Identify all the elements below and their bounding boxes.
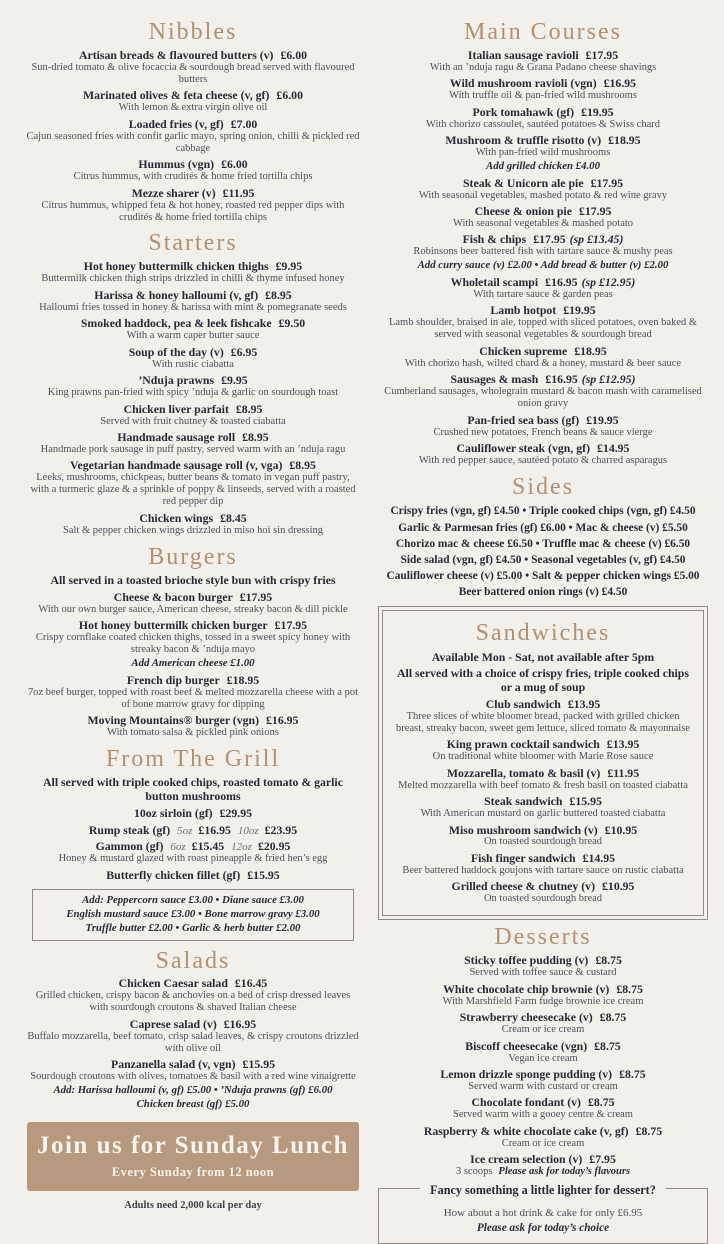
menu-item-price: £15.45 (191, 839, 225, 854)
menu-item-title (26, 118, 360, 131)
sunday-lunch-banner (28, 1123, 358, 1190)
menu-item-name: Pan-fried sea bass (gf) (467, 412, 580, 427)
section-starters (26, 230, 360, 536)
left-column (26, 12, 360, 1244)
lighter-dessert-line: How about a hot drink & cake for only £6.95 (443, 1207, 643, 1220)
menu-item-title (26, 1058, 360, 1071)
menu-item-title (376, 205, 710, 218)
menu-item-desc: Leeks, mushrooms, chickpeas, butter beans & tomato in vegan puff pastry, with a turmeric glaze & a sprinkle of poppy & linseeds, served with a roasted red pepper dip (30, 472, 356, 508)
menu-item-title (376, 1068, 710, 1081)
menu-item-addon: Add American cheese £1.00 (131, 657, 255, 670)
menu-item-name: Handmade sausage roll (117, 430, 236, 444)
section-title-desserts: Desserts (494, 924, 592, 951)
right-column-sections (376, 19, 710, 1178)
menu-item-price: £10.95 (602, 879, 635, 894)
menu-item-price: £6.00 (276, 88, 303, 103)
menu-item-desc: With lemon & extra virgin olive oil (118, 102, 268, 114)
menu-item-name: Smoked haddock, pea & leek fishcake (80, 316, 272, 331)
menu-item-desc: Halloumi fries tossed in honey & harissa with mint & pomegranate seeds (39, 301, 347, 313)
section-note: All served with a choice of crispy fries, triple cooked chips or a mug of soup (397, 665, 689, 695)
menu-item-desc: Handmade pork sausage in puff pastry, served warm with an ’nduja ragu (40, 443, 346, 455)
menu-item-name: Club sandwich (485, 696, 561, 711)
menu-item-title (26, 807, 360, 820)
menu-item-title (376, 106, 710, 119)
section-title-burgers: Burgers (148, 543, 238, 570)
menu-item-price: £7.95 (589, 1152, 616, 1167)
menu-item-price: £8.75 (595, 953, 622, 968)
menu-item-name: Gammon (gf) (95, 839, 164, 854)
menu-item-title (376, 233, 710, 246)
menu-item-title (376, 77, 710, 90)
menu-item-desc: With a warm caper butter sauce (126, 330, 260, 342)
section-title-from-the-grill: From The Grill (105, 745, 281, 772)
menu-item-price: £17.95 (274, 618, 308, 633)
menu-item-title (26, 158, 360, 171)
menu-item-desc: Buffalo mozzarella, beef tomato, crisp salad leaves, & crispy croutons drizzled with olive oil (27, 1030, 359, 1054)
menu-item-name: Strawberry cheesecake (v) (459, 1010, 593, 1025)
menu-item-title (26, 512, 360, 525)
menu-item-desc: Vegan ice cream (508, 1052, 578, 1064)
menu-item-desc: Crispy cornflake coated chicken thighs, tossed in a sweet spicy honey with streaky bacon & ’nduja mayo (35, 632, 351, 656)
banner-subtitle: Every Sunday from 12 noon (111, 1164, 275, 1179)
menu-item-name: Cheese & onion pie (474, 204, 572, 219)
menu-item-price: £15.95 (247, 867, 280, 882)
menu-item-addon: Add grilled chicken £4.00 (486, 160, 600, 173)
menu-item-title (26, 374, 360, 387)
menu-item-desc: On toasted sourdough bread (483, 836, 603, 848)
menu-item-desc: Cumberland sausages, wholegrain mustard & bacon mash with caramelised onion gravy (384, 386, 702, 410)
menu-item-name: Grilled cheese & chutney (v) (451, 879, 596, 894)
menu-item-desc: With tartare sauce & garden peas (473, 288, 613, 300)
menu-item-title (26, 674, 360, 687)
menu-item-price: £17.95 (578, 204, 612, 219)
menu-item-price: £8.95 (289, 458, 316, 473)
menu-item-desc: With Marshfield Farm fudge brownie ice cream (442, 995, 644, 1007)
menu-item-addon: Chicken breast (gf) £5.00 (136, 1098, 250, 1111)
addon-line: Truffle butter £2.00 • Garlic & herb butter £2.00 (85, 921, 301, 934)
sides-line: Crispy fries (vgn, gf) £4.50 • Triple cooked chips (vgn, gf) £4.50 (390, 505, 696, 518)
menu-item-title (26, 187, 360, 200)
menu-item-price: £11.95 (222, 185, 255, 200)
menu-item-name: Loaded fries (v, gf) (128, 116, 224, 131)
menu-item-price: £13.95 (567, 696, 601, 711)
menu-item-desc: Buttermilk chicken thigh strips drizzled in chilli & thyme infused honey (41, 273, 345, 285)
menu-item-price: £6.95 (230, 344, 258, 359)
menu-item-desc: Crushed new potatoes, French beans & sauce vierge (433, 426, 653, 438)
menu-item-name: Chicken wings (139, 510, 214, 525)
menu-item-name: Biscoff cheesecake (vgn) (465, 1038, 588, 1053)
menu-item-name: King prawn cocktail sandwich (446, 737, 600, 752)
menu-item-name: Miso mushroom sandwich (v) (448, 822, 598, 837)
menu-item-title (26, 977, 360, 990)
menu-item-price: £8.95 (235, 401, 263, 416)
sides-line: Garlic & Parmesan fries (gf) £6.00 • Mac & cheese (v) £5.50 (398, 521, 688, 534)
menu-item-name: Caprese salad (v) (129, 1016, 217, 1031)
menu-item-title (26, 89, 360, 102)
menu-item-title (376, 414, 710, 427)
lighter-dessert-box (378, 1183, 708, 1243)
menu-item-price: £17.95 (533, 232, 566, 247)
menu-item-desc: With chorizo cassoulet, sautéed potatoes & Swiss chard (425, 118, 661, 130)
menu-item-title (26, 317, 360, 330)
menu-item-special-price: (sp £12.95) (581, 372, 636, 387)
menu-item-name: Raspberry & white chocolate cake (v, gf) (423, 1123, 629, 1138)
menu-item-name: Fish finger sandwich (470, 850, 576, 865)
section-title-starters: Starters (148, 230, 238, 257)
menu-item-desc: With pan-fried wild mushrooms (475, 147, 611, 159)
menu-item-desc: Citrus hummus, with crudités & home fried tortilla chips (73, 171, 313, 183)
right-column (376, 12, 710, 1244)
menu-item-size: 12oz (231, 841, 252, 854)
menu-item-price: £6.00 (221, 157, 248, 172)
menu-item-title (26, 49, 360, 62)
menu-item-desc: Served warm with a gooey centre & cream (453, 1109, 633, 1121)
menu-item-desc: With seasonal vegetables & mashed potato (452, 218, 634, 229)
menu-item-size: 6oz (170, 841, 186, 854)
menu-item-name: Chicken supreme (479, 343, 568, 358)
menu-item-price: £13.95 (606, 737, 640, 752)
menu-item-addon: Add: Harissa halloumi (v, gf) £5.00 • ’Nduja prawns (gf) £6.00 (53, 1084, 333, 1097)
menu-item-desc: With our own burger sauce, American cheese, streaky bacon & dill pickle (38, 603, 348, 615)
menu-item-price: £14.95 (582, 850, 616, 865)
menu-item-desc: Beer battered haddock goujons with tartare sauce on rustic ciabatta (402, 864, 684, 876)
menu-item-title (393, 880, 693, 893)
menu-item-title (393, 795, 693, 808)
menu-item-title (26, 260, 360, 273)
sides-line: Side salad (vgn, gf) £4.50 • Seasonal vegetables (v, gf) £4.50 (400, 553, 686, 566)
menu-item-name: Vegetarian handmade sausage roll (v, vga) (70, 458, 283, 473)
menu-item-title (26, 619, 360, 632)
menu-item-price: £20.95 (257, 839, 291, 854)
menu-item-special-price: (sp £13.45) (569, 232, 624, 247)
menu-item-title (26, 840, 360, 853)
menu-item-title (26, 431, 360, 444)
menu-item-title (376, 1096, 710, 1109)
menu-item-price: £17.95 (590, 175, 624, 190)
menu-item-price: £10.95 (604, 822, 638, 837)
desc-italic: Please ask for today’s flavours (498, 1166, 631, 1178)
section-title-sandwiches: Sandwiches (475, 620, 611, 647)
menu-item-price: £16.95 (198, 822, 231, 837)
menu-item-price: £15.95 (569, 794, 602, 809)
menu-item-price: £29.95 (219, 806, 253, 821)
section-note: All served with triple cooked chips, roasted tomato & garlic button mushrooms (43, 775, 343, 804)
menu-item-name: Wholetail scampi (450, 274, 539, 289)
menu-item-price: £17.95 (585, 47, 619, 62)
addon-line: Add: Peppercorn sauce £3.00 • Diane sauce £3.00 (82, 893, 304, 906)
menu-item-title (26, 403, 360, 416)
menu-item-title (376, 276, 710, 289)
menu-item-price: £9.95 (275, 259, 303, 274)
section-nibbles (26, 19, 360, 223)
menu-item-name: Ice cream selection (v) (470, 1152, 583, 1167)
menu-item-desc: Melted mozzarella with beef tomato & fresh basil on toasted ciabatta (398, 779, 688, 791)
menu-item-title (376, 1153, 710, 1166)
lighter-dessert-italic: Please ask for today’s choice (476, 1221, 610, 1234)
menu-item-name: Sausages & mash (450, 372, 539, 387)
menu-item-desc: Cream or ice cream (501, 1137, 585, 1149)
menu-item-desc: Three slices of white bloomer bread, packed with grilled chicken breast, streaky bacon, sweet gem lettuce, sliced tomato & mayonnaise (396, 710, 690, 734)
menu-item-price: £9.95 (221, 373, 248, 388)
menu-item-name: Mozzarella, tomato & basil (v) (446, 765, 601, 780)
menu-item-title (376, 442, 710, 455)
banner-title: Join us for Sunday Lunch (36, 1132, 350, 1160)
menu-item-name: 10oz sirloin (gf) (133, 806, 213, 821)
menu-item-price: £7.00 (230, 116, 258, 131)
menu-item-name: Chicken Caesar salad (118, 976, 228, 991)
menu-item-name: Mezze sharer (v) (131, 185, 216, 200)
menu-item-price: £19.95 (581, 104, 614, 119)
menu-item-price: £16.95 (603, 76, 637, 91)
menu-item-price: £16.95 (223, 1016, 257, 1031)
menu-item-name: Chicken liver parfait (123, 401, 229, 416)
menu-item-title (376, 373, 710, 386)
menu-item-desc: Salt & pepper chicken wings drizzled in miso hoi sin dressing (62, 524, 324, 536)
menu-item-desc: With American mustard on garlic buttered toasted ciabatta (420, 808, 666, 820)
menu-item-name: Sticky toffee pudding (v) (464, 953, 589, 968)
menu-item-title (26, 346, 360, 359)
menu-item-name: Mushroom & truffle risotto (v) (445, 133, 602, 148)
menu-item-price: £16.45 (234, 976, 268, 991)
sides-line: Cauliflower cheese (v) £5.00 • Salt & pepper chicken wings £5.00 (386, 570, 700, 583)
menu-item-name: Lamb hotpot (490, 303, 557, 318)
menu-item-name: French dip burger (126, 672, 220, 687)
menu-item-desc: 7oz beef burger, topped with roast beef & melted mozzarella cheese with a pot of bone marrow gravy for dipping (27, 686, 358, 710)
menu-item-name: Cauliflower steak (vgn, gf) (456, 440, 591, 455)
menu-item-desc: With tomato salsa & pickled pink onions (107, 726, 279, 738)
menu-item-price: £17.95 (239, 589, 273, 604)
menu-item-title (376, 983, 710, 996)
left-column-sections (26, 19, 360, 1111)
menu-item-desc: King prawns pan-fried with spicy ’nduja & garlic on sourdough toast (47, 387, 339, 399)
menu-item-price: £8.75 (616, 981, 643, 996)
menu-item-size: 10oz (237, 824, 259, 837)
menu-item-title (26, 869, 360, 882)
menu-item-title (393, 698, 693, 711)
menu-item-name: Panzanella salad (v, vgn) (111, 1057, 236, 1072)
menu-item-name: Butterfly chicken fillet (gf) (106, 867, 241, 882)
section-main-courses (376, 19, 710, 467)
menu-item-title (376, 177, 710, 190)
menu-item-desc (376, 1166, 710, 1178)
menu-item-price: £19.95 (563, 303, 596, 318)
menu-item-price: £15.95 (242, 1057, 275, 1072)
menu-item-size: 5oz (177, 824, 193, 837)
sides-line: Beer battered onion rings (v) £4.50 (458, 586, 628, 599)
lighter-dessert-title: Fancy something a little lighter for dessert? (420, 1183, 666, 1198)
section-desserts (376, 924, 710, 1178)
menu-item-title (393, 738, 693, 751)
menu-item-name: Moving Mountains® burger (vgn) (87, 713, 260, 727)
menu-item-price: £8.95 (265, 287, 292, 302)
menu-item-desc: With rustic ciabatta (152, 358, 234, 370)
menu-item-title (393, 824, 693, 837)
menu-item-name: Chocolate fondant (v) (471, 1095, 581, 1110)
menu-item-name: Artisan breads & flavoured butters (v) (78, 47, 274, 62)
menu-item-desc: Served with toffee sauce & custard (469, 967, 617, 979)
menu-item-desc: Served warm with custard or cream (468, 1080, 618, 1092)
menu-item-price: £14.95 (597, 440, 630, 455)
section-title-sides: Sides (511, 473, 574, 500)
sides-line: Chorizo mac & cheese £6.50 • Truffle mac & cheese (v) £6.50 (395, 537, 691, 550)
menu-item-name: Italian sausage ravioli (467, 47, 579, 62)
menu-item-name: ’Nduja prawns (138, 373, 215, 388)
menu-item-price: £8.75 (599, 1010, 627, 1025)
menu-item-title (376, 134, 710, 147)
menu-item-desc: Grilled chicken, crispy bacon & anchovies on a bed of crisp dressed leaves with sourdough croutons & shaved Italian cheese (35, 990, 351, 1014)
menu-item-special-price: (sp £12.95) (581, 274, 636, 289)
menu-item-name: Hot honey buttermilk chicken thighs (83, 259, 269, 274)
section-sides (376, 474, 710, 601)
menu-item-price: £23.95 (264, 822, 298, 837)
menu-item-price: £8.75 (619, 1066, 646, 1081)
menu-item-price: £18.95 (226, 672, 260, 687)
menu-item-price: £8.75 (594, 1038, 621, 1053)
menu-item-title (376, 954, 710, 967)
menu-item-desc: With seasonal vegetables, mashed potato & red wine gravy (418, 189, 668, 201)
menu-item-price: £18.95 (608, 133, 641, 148)
menu-item-title (376, 49, 710, 62)
menu-item-price: £19.95 (586, 412, 619, 427)
menu-item-price: £16.95 (545, 372, 578, 387)
menu-item-desc: Sourdough croutons with olives, tomatoes & basil with a red wine vinaigrette (30, 1071, 356, 1083)
menu-item-desc: Cajun seasoned fries with confit garlic mayo, spring onion, chilli & pickled red cabbage (26, 130, 360, 154)
menu-item-price: £6.00 (280, 47, 308, 62)
menu-item-name: White chocolate chip brownie (v) (443, 981, 610, 996)
menu-item-title (393, 767, 693, 780)
menu-item-price: £9.50 (278, 316, 306, 331)
menu-item-desc: On traditional white bloomer with Marie Rose sauce (432, 751, 654, 763)
desc-plain: 3 scoops (455, 1166, 493, 1178)
menu-item-price: £16.95 (545, 274, 578, 289)
menu-item-name: Steak & Unicorn ale pie (462, 175, 584, 190)
menu-item-title (376, 1125, 710, 1138)
menu-item-desc: With chorizo hash, wilted chard & a honey, mustard & beer sauce (404, 357, 682, 369)
menu-item-title (26, 289, 360, 302)
menu-item-desc: Cream or ice cream (501, 1024, 585, 1036)
menu-item-price: £11.95 (607, 765, 640, 780)
menu-item-desc: Lamb shoulder, braised in ale, topped with sliced potatoes, oven baked & served with seasonal vegetables & sourdough bread (388, 317, 698, 341)
menu-item-name: Fish & chips (462, 232, 527, 247)
section-sandwiches (382, 610, 704, 916)
section-burgers (26, 544, 360, 739)
grill-addons-box (32, 889, 354, 941)
menu-item-name: Rump steak (gf) (88, 822, 171, 837)
section-note: Available Mon - Sat, not available after 5pm (431, 649, 655, 664)
menu-item-price: £8.75 (587, 1095, 615, 1110)
menu-item-name: Soup of the day (v) (128, 344, 224, 359)
section-title-salads: Salads (155, 947, 231, 974)
menu-item-title (26, 591, 360, 604)
section-title-nibbles: Nibbles (148, 19, 238, 45)
menu-item-desc: Honey & mustard glazed with roast pineapple & fried hen’s egg (58, 853, 328, 865)
menu-item-title (393, 852, 693, 865)
menu-item-title (26, 824, 360, 837)
menu-item-name: Marinated olives & feta cheese (v, gf) (83, 88, 270, 103)
section-note: All served in a toasted brioche style bun with crispy fries (50, 573, 336, 588)
menu-item-price: £8.45 (220, 510, 247, 525)
menu-item-name: Steak sandwich (484, 794, 563, 809)
kcal-note: Adults need 2,000 kcal per day (124, 1199, 262, 1211)
menu-item-price: £8.95 (242, 430, 269, 444)
menu-item-title (376, 1011, 710, 1024)
menu-item-name: Cheese & bacon burger (113, 589, 233, 604)
menu-item-desc: Served with fruit chutney & toasted ciabatta (100, 415, 286, 427)
menu-item-desc: With red pepper sauce, sautéed potato & charred asparagus (418, 454, 668, 466)
addon-line: English mustard sauce £3.00 • Bone marrow gravy £3.00 (66, 907, 320, 920)
menu-item-name: Wild mushroom ravioli (vgn) (449, 76, 597, 91)
menu-item-desc: Robinsons beer battered fish with tartare sauce & mushy peas (413, 246, 673, 258)
menu-item-desc: Citrus hummus, whipped feta & hot honey, roasted red pepper dips with crudités & home fried tortilla chips (41, 199, 345, 223)
menu-item-price: £8.75 (635, 1123, 663, 1138)
menu-item-price: £18.95 (574, 343, 607, 358)
menu-item-name: Harissa & honey halloumi (v, gf) (94, 287, 259, 302)
menu-item-title (376, 304, 710, 317)
menu-item-desc: With truffle oil & pan-fried wild mushrooms (449, 90, 637, 102)
menu-item-desc: Sun-dried tomato & olive focaccia & sourdough bread served with flavoured butters (31, 61, 355, 85)
section-title-main-courses: Main Courses (464, 19, 622, 45)
menu-item-name: Lemon drizzle sponge pudding (v) (440, 1066, 613, 1081)
menu-item-addon: Add curry sauce (v) £2.00 • Add bread & butter (v) £2.00 (417, 259, 669, 272)
menu-item-title (26, 1018, 360, 1031)
menu-item-title (376, 345, 710, 358)
menu-item-desc: On toasted sourdough bread (483, 893, 603, 905)
menu-item-price: £16.95 (266, 713, 299, 727)
menu-item-title (26, 459, 360, 472)
section-from-the-grill (26, 746, 360, 941)
menu-item-name: Hummus (vgn) (138, 157, 215, 172)
menu-item-name: Pork tomahawk (gf) (472, 104, 575, 119)
menu-item-name: Hot honey buttermilk chicken burger (78, 618, 268, 633)
menu-item-desc: With an ’nduja ragu & Grana Padano cheese shavings (429, 61, 657, 73)
menu-item-title (376, 1040, 710, 1053)
section-salads (26, 948, 360, 1112)
menu-item-title (26, 714, 360, 727)
